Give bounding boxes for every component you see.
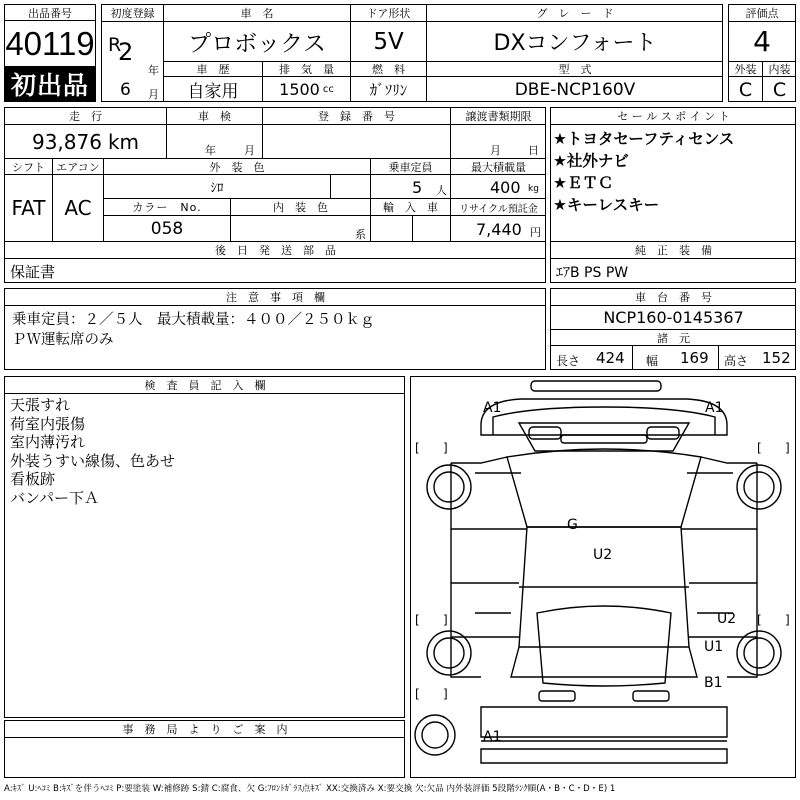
damage-mark: G (567, 517, 578, 533)
inspection-label: 車 検 (198, 110, 231, 123)
fuel-label: 燃 料 (372, 63, 405, 76)
bracket-glyph: ] (443, 687, 448, 701)
damage-mark: U1 (704, 639, 724, 655)
door-type: 5V (373, 28, 404, 55)
ac-label: エアコン (56, 160, 100, 174)
height: 152 (762, 349, 791, 367)
capacity-unit: 人 (436, 184, 447, 197)
bracket-glyph: ] (443, 441, 448, 455)
bracket-glyph: ] (785, 613, 790, 627)
bracket-glyph: [ (757, 441, 762, 455)
reg-month: 6 (120, 80, 131, 100)
sales-point: ★ＥＴＣ (553, 174, 614, 192)
load-label: 最大積載量 (471, 160, 526, 174)
sales-points (553, 128, 734, 216)
sales-point: ★社外ナビ (553, 152, 629, 170)
history-label: 車 歴 (196, 63, 230, 76)
caution-line: ＰＷ運転席のみ (12, 332, 114, 348)
score: 4 (753, 25, 771, 58)
first-reg-label: 初度登録 (110, 7, 155, 20)
caution-notes (12, 310, 375, 350)
recycle-fee: 7,440 (476, 220, 522, 239)
interior-color-suffix: 系 (355, 228, 366, 241)
caution-line: 乗車定員：２／５人 最大積載量：４００／２５０ｋｇ (12, 312, 375, 328)
inspection-year-unit: 年 (205, 144, 216, 157)
lot-number: 40119 (5, 25, 95, 62)
inspector-line: 天張すれ (10, 396, 71, 414)
height-label: 高さ (724, 354, 749, 368)
damage-mark: A1 (705, 400, 724, 416)
damage-mark: A1 (483, 400, 502, 416)
exterior-color-label: 外 装 色 (209, 160, 265, 174)
exterior-grade: C (738, 78, 753, 101)
reg-year: 2 (118, 38, 134, 66)
transfer-day-unit: 日 (528, 144, 539, 157)
sales-point: ★キーレスキー (553, 196, 660, 214)
sales-point: ★トヨタセーフティセンス (553, 130, 735, 148)
mileage-label: 走 行 (69, 110, 102, 123)
shift: FAT (11, 196, 46, 220)
chassis-number: NCP160-0145367 (603, 308, 744, 327)
exterior-color: ｼﾛ (210, 181, 224, 196)
era: R (108, 34, 122, 56)
width-label: 幅 (646, 354, 659, 368)
lot-label: 出品番号 (5, 5, 95, 21)
damage-mark: A1 (483, 729, 502, 745)
damage-diagram (410, 376, 796, 778)
mileage: 93,876 km (31, 129, 140, 154)
transfer-label: 譲渡書類期限 (465, 110, 532, 123)
color-no-label: カラー No. (132, 201, 202, 214)
interior-color-label: 内 装 色 (273, 201, 328, 214)
exterior-label: 外装 (734, 63, 757, 76)
inspection-month-unit: 月 (244, 144, 255, 157)
length: 424 (596, 349, 625, 367)
ac: AC (64, 196, 92, 220)
load-unit: kg (528, 184, 539, 194)
color-no: 058 (150, 218, 184, 239)
width: 169 (680, 349, 709, 367)
length-label: 長さ (556, 354, 581, 368)
bracket-glyph: ] (443, 613, 448, 627)
inspector-line: 荷室内張傷 (10, 414, 86, 433)
car-name-label: 車 名 (240, 7, 274, 20)
recycle-label: リサイクル預託金 (459, 203, 538, 215)
car-name: プロボックス (188, 31, 326, 57)
inspector-line: バンパー下Ａ (10, 488, 99, 507)
year-unit: 年 (148, 64, 159, 77)
transfer-month-unit: 月 (490, 144, 501, 157)
inspector-line: 室内薄汚れ (10, 433, 86, 452)
damage-mark: U2 (717, 611, 737, 627)
later-parts: 保証書 (10, 263, 56, 281)
score-label: 評価点 (745, 7, 779, 20)
door-label: ドア形状 (366, 7, 411, 20)
damage-mark: B1 (704, 675, 723, 691)
history: 自家用 (187, 82, 239, 102)
plate-label: 登 録 番 号 (318, 110, 395, 123)
dims-title: 諸 元 (657, 331, 690, 345)
interior-label: 内装 (768, 63, 791, 76)
import-label: 輸 入 車 (383, 201, 438, 214)
displacement: 1500 cc (279, 80, 334, 99)
office-title: 事 務 局 よ り ご 案 内 (122, 723, 288, 736)
month-unit: 月 (148, 88, 159, 101)
capacity-label: 乗車定員 (388, 160, 433, 174)
interior-grade: C (772, 78, 787, 101)
bracket-glyph: [ (757, 613, 762, 627)
shift-label: シフト (12, 160, 45, 174)
equipment-label: 純 正 装 備 (635, 244, 712, 257)
model-label: 型 式 (558, 63, 592, 76)
capacity: 5 (412, 178, 423, 197)
inspector-line: 外装うすい線傷、色あせ (10, 451, 176, 470)
damage-mark: U2 (593, 547, 613, 563)
later-parts-label: 後 日 発 送 部 品 (215, 244, 336, 257)
grade-label: グ レ ー ド (536, 7, 614, 20)
sales-title: セ ー ル ス ポ イ ン ト (617, 110, 730, 123)
bracket-glyph: ] (785, 441, 790, 455)
car-outline-diagram (411, 377, 797, 779)
inspector-notes (10, 396, 175, 508)
equipment: ｴｱB PS PW (556, 265, 629, 281)
first-listing-badge: 初出品 (4, 66, 96, 102)
bracket-glyph: [ (415, 687, 420, 701)
inspector-title: 検 査 員 記 入 欄 (144, 379, 266, 392)
bracket-glyph: [ (415, 441, 420, 455)
recycle-unit: 円 (530, 226, 541, 239)
inspector-line: 看板跡 (10, 470, 56, 489)
max-load: 400 (490, 178, 521, 197)
grade: DXコンフォート (493, 31, 657, 56)
fuel: ｶﾞｿﾘﾝ (369, 81, 408, 99)
legend: A:ｷｽﾞ U:ﾍｺﾐ B:ｷｽﾞを伴うﾍｺﾐ P:要塗装 W:補修跡 S:錆 C:腐食、欠 G:ﾌﾛﾝﾄｶﾞﾗｽ点ｷｽﾞ XX:交換済み X:要交換 欠:欠品 内外装評価 5段階ﾗﾝｸ順(A・B・C・D・E) 1 (4, 784, 616, 794)
model-code: DBE-NCP160V (514, 79, 636, 100)
chassis-title: 車 台 番 号 (635, 291, 712, 304)
displacement-label: 排 気 量 (279, 63, 334, 76)
caution-title: 注 意 事 項 欄 (226, 291, 325, 304)
bracket-glyph: [ (415, 613, 420, 627)
